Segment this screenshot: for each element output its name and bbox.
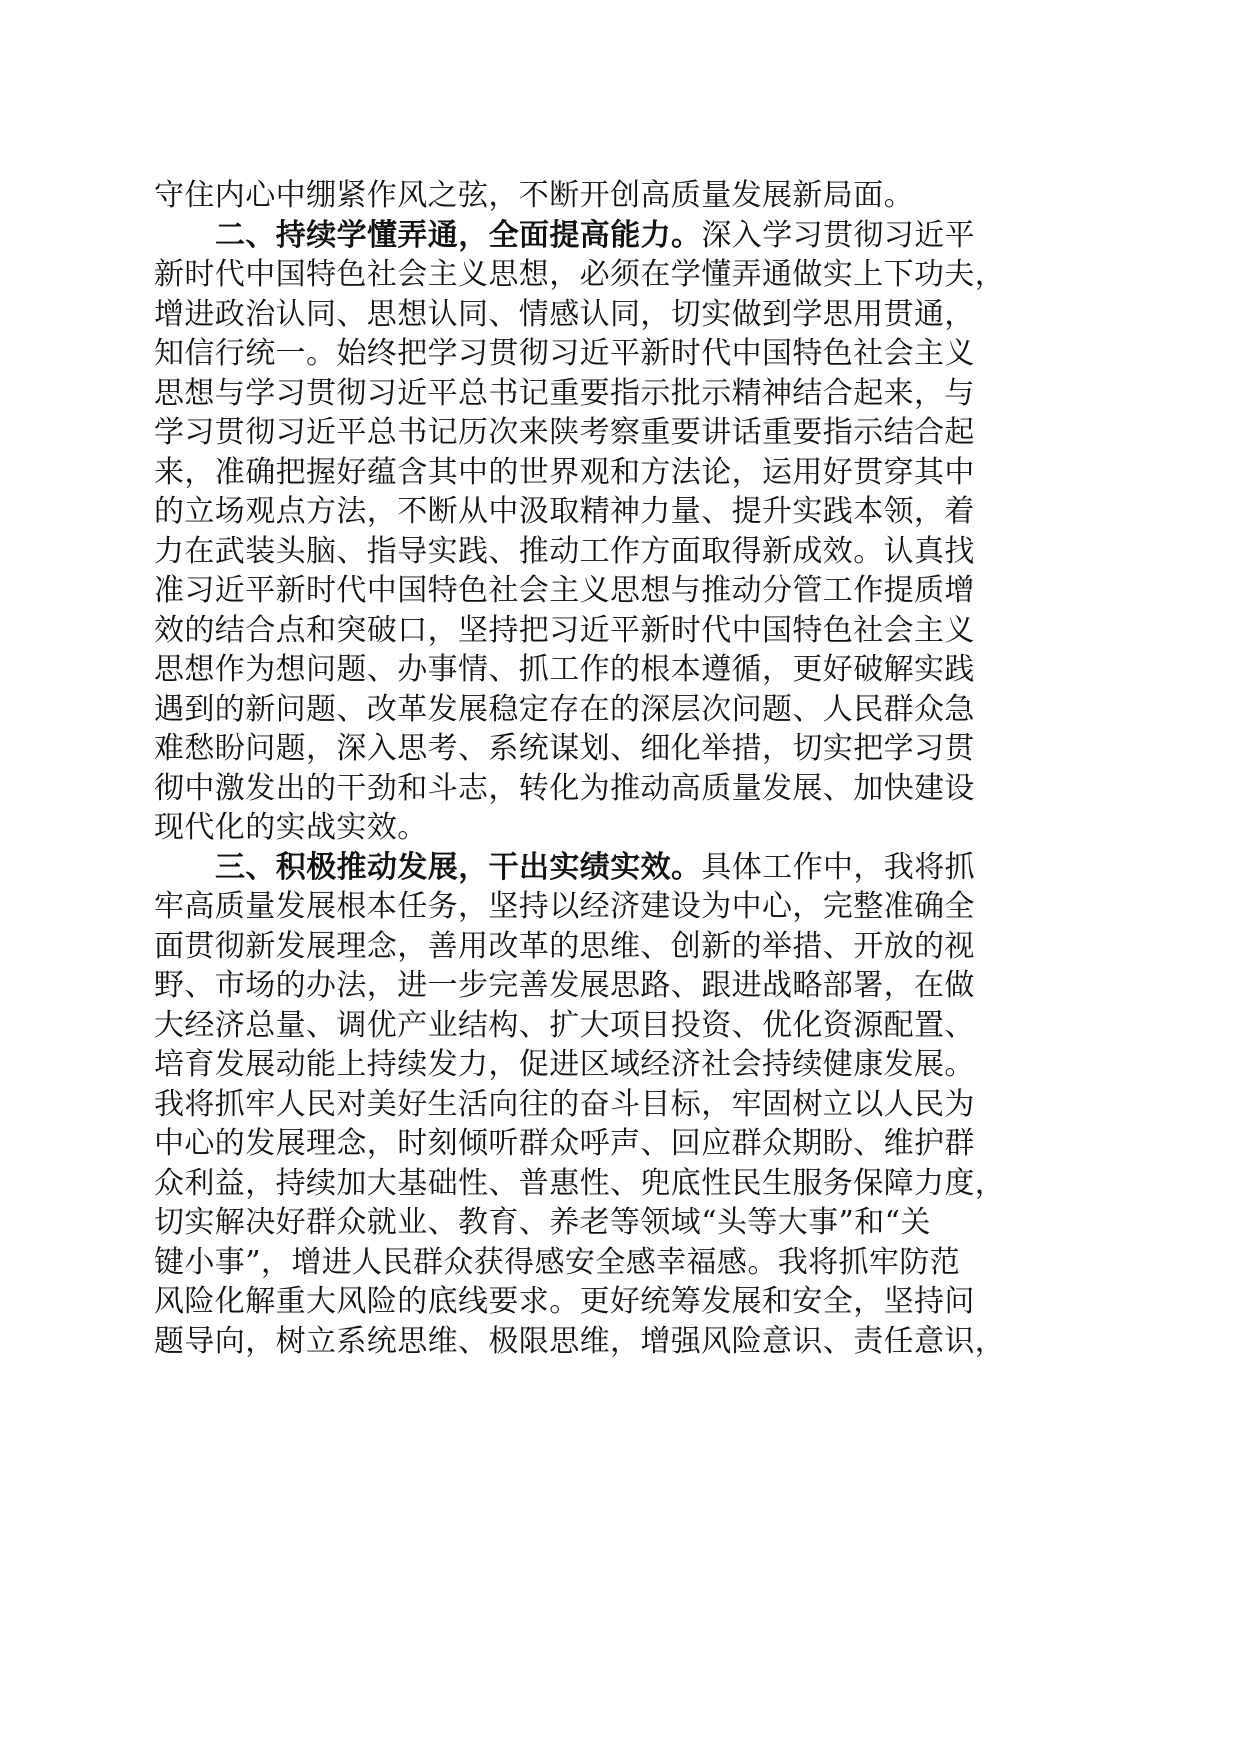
text-line: 切实解决好群众就业、教育、养老等领域“头等大事”和“关 [154, 1205, 931, 1240]
section-3-first-line [154, 848, 1114, 888]
text-line: 新时代中国特色社会主义思想，必须在学懂弄通做实上下功夫， [154, 257, 1006, 292]
text-line: 思想作为想问题、办事情、抓工作的根本遵循，更好破解实践 [154, 652, 975, 687]
text-line: 中心的发展理念，时刻倾听群众呼声、回应群众期盼、维护群 [154, 1126, 975, 1161]
text-line: 面贯彻新发展理念，善用改革的思维、创新的举措、开放的视 [154, 928, 975, 964]
text-line: 我将抓牢人民对美好生活向往的奋斗目标，牢固树立以人民为 [154, 1086, 975, 1122]
section-3-heading: 三、积极推动发展，干出实绩实效。 [215, 849, 702, 885]
section-3-lead-text: 具体工作中，我将抓 [701, 849, 976, 885]
section-2-heading: 二、持续学懂弄通，全面提高能力。 [215, 217, 702, 253]
text-line: 思想与学习贯彻习近平总书记重要指示批示精神结合起来，与 [154, 375, 975, 411]
text-line: 的立场观点方法，不断从中汲取精神力量、提升实践本领，着 [154, 494, 975, 529]
text-line: 力在武装头脑、指导实践、推动工作方面取得新成效。认真找 [154, 533, 975, 569]
body-text [154, 176, 1114, 1361]
text-line: 效的结合点和突破口，坚持把习近平新时代中国特色社会主义 [154, 612, 975, 648]
text-line: 增进政治认同、思想认同、情感认同，切实做到学思用贯通， [154, 296, 975, 332]
text-line: 来，准确把握好蕴含其中的世界观和方法论，运用好贯穿其中 [154, 454, 975, 490]
text-line: 题导向，树立系统思维、极限思维，增强风险意识、责任意识， [154, 1323, 1006, 1359]
text-line: 遇到的新问题、改革发展稳定存在的深层次问题、人民群众急 [154, 691, 975, 727]
text-line: 牢高质量发展根本任务，坚持以经济建设为中心，完整准确全 [154, 889, 975, 924]
text-line: 现代化的实战实效。 [154, 810, 428, 845]
text-line: 野、市场的办法，进一步完善发展思路、跟进战略部署，在做 [154, 968, 975, 1003]
section-2-first-line [154, 216, 1114, 256]
text-line: 守住内心中绷紧作风之弦，不断开创高质量发展新局面。 [154, 178, 914, 213]
text-line: 众利益，持续加大基础性、普惠性、兜底性民生服务保障力度， [154, 1165, 1006, 1201]
text-line: 知信行统一。始终把学习贯彻习近平新时代中国特色社会主义 [154, 336, 975, 371]
section-2-lead-text: 深入学习贯彻习近平 [701, 217, 976, 253]
text-line: 风险化解重大风险的底线要求。更好统筹发展和安全，坚持问 [154, 1284, 975, 1319]
text-line: 培育发展动能上持续发力，促进区域经济社会持续健康发展。 [154, 1047, 975, 1082]
text-line: 大经济总量、调优产业结构、扩大项目投资、优化资源配置、 [154, 1007, 975, 1043]
text-line: 学习贯彻习近平总书记历次来陕考察重要讲话重要指示结合起 [154, 415, 975, 450]
text-line: 难愁盼问题，深入思考、系统谋划、细化举措，切实把学习贯 [154, 731, 975, 766]
text-line: 键小事”，增进人民群众获得感安全感幸福感。我将抓牢防范 [154, 1244, 961, 1280]
text-line: 准习近平新时代中国特色社会主义思想与推动分管工作提质增 [154, 573, 975, 608]
text-line: 彻中激发出的干劲和斗志，转化为推动高质量发展、加快建设 [154, 770, 975, 806]
